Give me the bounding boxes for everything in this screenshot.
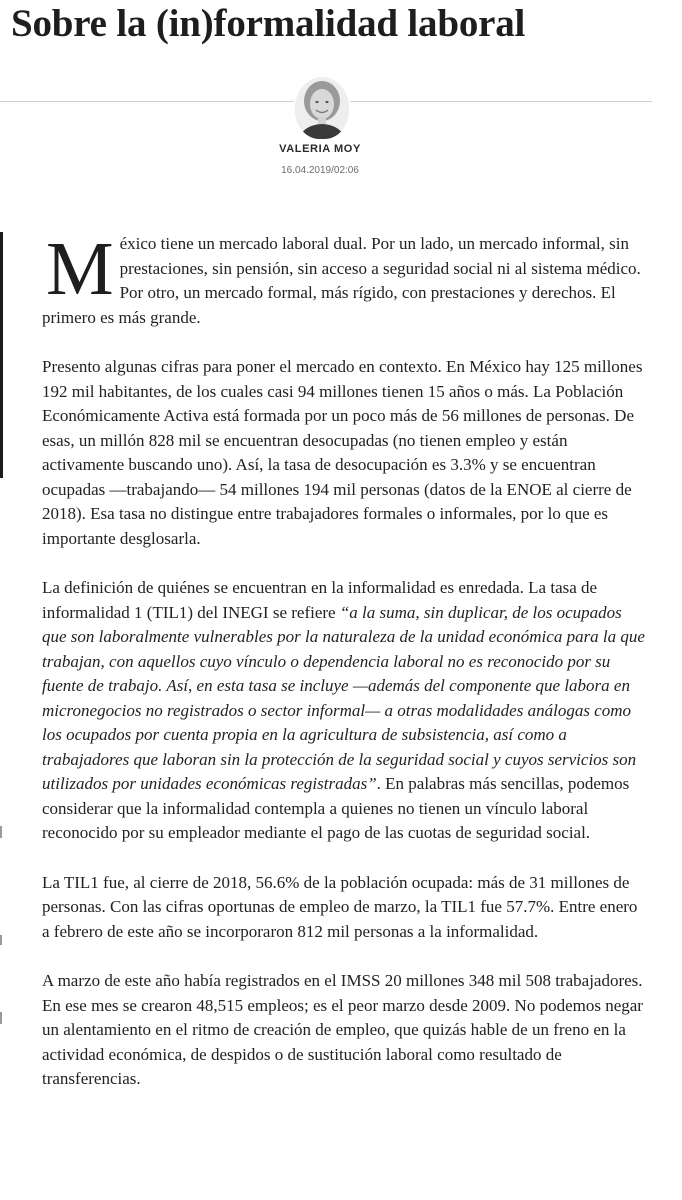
inegi-quote: “a la suma, sin duplicar, de los ocupados que son laboralmente vulnerables por la naturaleza de la unidad económica para la que trabajan, con aquellos cuyo vínculo o dependencia laboral no es reconocido por su fuente de trabajo. Así, en esta tasa se incluye —además del componente que labora en micronegocios no registrados o sector informal— a otras modalidades análogas como los ocupados por cuenta propia en la agricultura de subsistencia, así como a trabajadores que laboran sin la protección de la seguridad social y cuyos servicios son utilizados por unidades económicas registradas” bbox=[42, 602, 645, 793]
paragraph-text: . En palabras más sencillas, podemos considerar que la informalidad contempla a quienes no tienen un vínculo laboral reconocido por su empleador mediante el pago de las cuotas de seguridad social. bbox=[42, 774, 630, 842]
margin-mark bbox=[0, 826, 2, 838]
publish-date: 16.04.2019/02:06 bbox=[281, 165, 359, 176]
left-edge-bar bbox=[0, 232, 3, 478]
paragraph: A marzo de este año había registrados en el IMSS 20 millones 348 mil 508 trabajadores. En ese mes se crearon 48,515 empleos; es el peor marzo desde 2009. No podemos negar un alentamiento en el ritmo de creación de empleo, que quizás hable de un freno en la actividad económica, de despidos o de sustitución laboral como resultado de transferencias. bbox=[42, 971, 643, 1088]
paragraph-text: éxico tiene un mercado laboral dual. Por un lado, un mercado informal, sin prestaciones, sin pensión, sin acceso a seguridad social ni al sistema médico. Por otro, un mercado formal, más rígido, con prestaciones y derechos. El primero es más grande. bbox=[42, 234, 641, 327]
margin-mark bbox=[0, 1012, 2, 1024]
paragraph bbox=[42, 576, 648, 846]
paragraph: La TIL1 fue, al cierre de 2018, 56.6% de la población ocupada: más de 31 millones de personas. Con las cifras oportunas de empleo de marzo, la TIL1 fue 57.7%. Entre enero a febrero de este año se incorporaron 812 mil personas a la informalidad. bbox=[42, 872, 638, 941]
paragraph-text: La definición de quiénes se encuentran en la informalidad es enredada. La tasa de informalidad 1 (TIL1) del INEGI se refiere bbox=[42, 578, 598, 622]
paragraph bbox=[42, 227, 648, 330]
article-body bbox=[42, 227, 648, 1117]
author-avatar-icon[interactable] bbox=[293, 75, 351, 141]
article-title: Sobre la (in)formalidad laboral bbox=[11, 2, 526, 45]
paragraph: Presento algunas cifras para poner el mercado en contexto. En México hay 125 millones 192 mil habitantes, de los cuales casi 94 millones tienen 15 años o más. La Población Económicamente Activa está formada por un poco más de 56 millones de personas. De esas, un millón 828 mil se encuentran desocupadas (no tienen empleo y están activamente buscando uno). Así, la tasa de desocupación es 3.3% y se encuentran ocupadas —trabajando— 54 millones 194 mil personas (datos de la ENOE al cierre de 2018). Esa tasa no distingue entre trabajadores formales o informales, por lo que es importante desglosarla. bbox=[42, 357, 643, 548]
drop-cap: M bbox=[46, 227, 114, 311]
margin-mark bbox=[0, 935, 2, 945]
author-name[interactable]: VALERIA MOY bbox=[279, 143, 361, 155]
